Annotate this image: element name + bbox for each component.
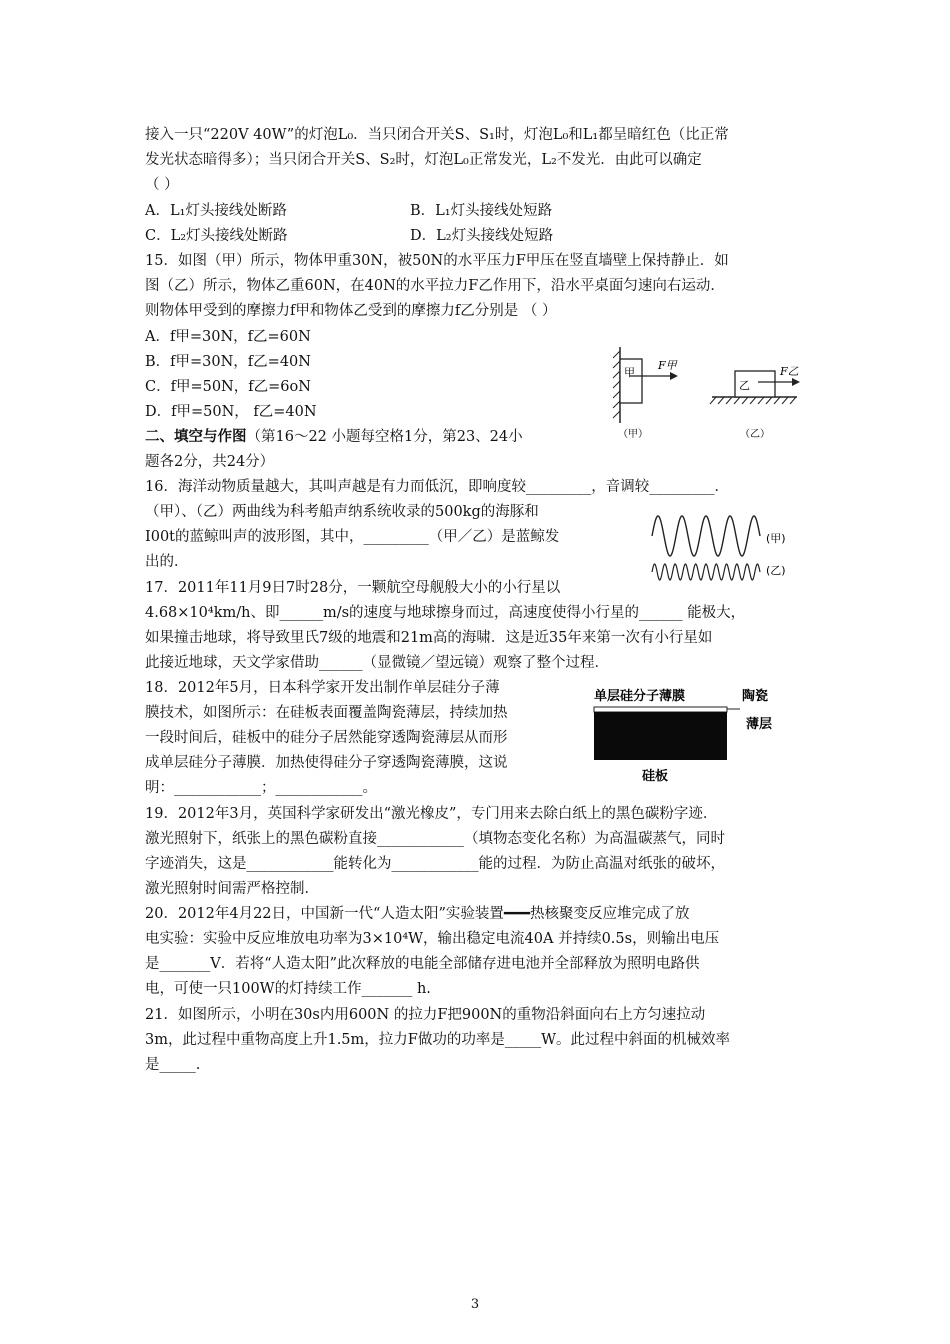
page-number: 3 (470, 1297, 480, 1312)
wave-yi-curve (652, 564, 760, 580)
q18-line-5: 明：____________；____________。 (145, 780, 377, 796)
wave-jia-label: (甲) (766, 532, 786, 545)
q18-line-1: 18．2012年5月，日本科学家开发出制作单层硅分子薄 (145, 680, 500, 696)
q19-line-1: 19．2012年3月，英国科学家研发出“激光橡皮”，专门用来去除白纸上的黑色碳粉字迹． (145, 806, 718, 822)
section-title: 二、填空与作图 (145, 428, 247, 445)
q19-line-2: 激光照射下，纸张上的黑色碳粉直接____________（填物态变化名称）为高温碳蒸气，同时 (145, 831, 725, 847)
section-note: （第16～22 小题每空格1分，第23、24小 (246, 429, 523, 445)
q15-option-a: A．f甲=30N，f乙=60N (145, 329, 311, 345)
force-yi-arrowhead (792, 378, 800, 386)
q15-option-b: B．f甲=30N，f乙=40N (145, 354, 311, 370)
q16-line-4: 出的． (145, 554, 189, 570)
wave-yi-label: (乙) (766, 564, 786, 577)
block-jia-label: 甲 (624, 366, 635, 379)
q21-line-3: 是_____. (145, 1057, 201, 1073)
q14-line-1: 接入一只“220V 40W”的灯泡L₀．当只闭合开关S、S₁时，灯泡L₀和L₁都呈暗红色（比正常 (145, 127, 729, 143)
friction-figure (600, 335, 805, 443)
waveform-figure (648, 500, 810, 588)
q21-line-2: 3m，此过程中重物高度上升1.5m，拉力F做功的功率是_____W。此过程中斜面的机械效率 (145, 1032, 730, 1048)
q14-option-c: C．L₂灯头接线处断路 (145, 228, 288, 244)
q14-option-d: D．L₂灯头接线处短路 (410, 228, 554, 244)
section-note-cont: 题各2分，共24分） (145, 454, 275, 470)
q20-line-3: 是_______V．若将“人造太阳”此次释放的电能全部储存进电池并全部释放为照明电路供 (145, 956, 700, 972)
q16-line-3: I00t的蓝鲸叫声的波形图，其中，_________（甲／乙）是蓝鲸发 (145, 529, 560, 545)
silicon-top-label: 单层硅分子薄膜 (594, 689, 686, 704)
q19-line-3: 字迹消失，这是____________能转化为____________能的过程．为防止高温对纸张的破坏， (145, 856, 725, 872)
caption-jia: （甲） (618, 429, 648, 440)
q14-option-b: B．L₁灯头接线处短路 (410, 203, 553, 219)
q18-line-3: 一段时间后，硅板中的硅分子居然能穿透陶瓷薄层从而形 (145, 730, 508, 746)
q20-line-4: 电，可使一只100W的灯持续工作_______ h. (145, 981, 431, 997)
q15-line-2: 图（乙）所示，物体乙重60N，在40N的水平拉力F乙作用下，沿水平桌面匀速向右运动． (145, 278, 725, 294)
q19-line-4: 激光照射时间需严格控制． (145, 881, 319, 897)
q14-option-a: A．L₁灯头接线处断路 (145, 203, 287, 219)
q17-line-3: 如果撞击地球，将导致里氏7级的地震和21m高的海啸．这是近35年来第一次有小行星如 (145, 630, 713, 646)
table-hatch (710, 397, 796, 404)
q18-line-4: 成单层硅分子薄膜．加热使得硅分子穿透陶瓷薄膜，这说 (145, 755, 508, 771)
caption-yi: （乙） (740, 429, 770, 440)
force-jia-arrowhead (670, 372, 678, 380)
wall-hatch (613, 351, 620, 418)
ceramic-layer (594, 707, 727, 712)
section-heading (145, 426, 523, 448)
q16-line-1: 16．海洋动物质量越大，其叫声越是有力而低沉，即响度较_________，音调较_________． (145, 479, 729, 495)
silicon-bottom-label: 硅板 (642, 769, 669, 784)
q14-line-2: 发光状态暗得多）；当只闭合开关S、S₂时，灯泡L₀正常发光，L₂不发光．由此可以确定 (145, 152, 702, 168)
silicon-figure (590, 680, 805, 786)
q20-line-1: 20．2012年4月22日，中国新一代“人造太阳”实验装置━━━热核聚变反应堆完成了放 (145, 906, 690, 922)
q17-line-1: 17．2011年11月9日7时28分，一颗航空母舰般大小的小行星以 (145, 580, 561, 596)
q17-line-2: 4.68×10⁴km/h、即______m/s的速度与地球擦身而过，高速度使得小行星的______ 能极大， (145, 605, 746, 621)
q15-line-3: 则物体甲受到的摩擦力f甲和物体乙受到的摩擦力f乙分别是 （ ） (145, 303, 557, 319)
q15-option-d: D．f甲=50N， f乙=40N (145, 404, 317, 420)
q17-line-4: 此接近地球，天文学家借助______（显微镜／望远镜）观察了整个过程． (145, 655, 609, 671)
q20-line-2: 电实验：实验中反应堆放电功率为3×10⁴W，输出稳定电流40A 并持续0.5s，则输出电压 (145, 931, 720, 947)
silicon-plate (594, 712, 727, 760)
force-yi-label: F乙 (780, 365, 799, 378)
q16-line-2: （甲）、（乙）两曲线为科考船声纳系统收录的500kg的海豚和 (145, 504, 539, 520)
force-jia-label: F甲 (658, 359, 677, 372)
wave-jia-curve (652, 516, 760, 556)
q14-bracket: （ ） (145, 177, 179, 193)
block-yi-label: 乙 (739, 379, 750, 392)
q15-option-c: C．f甲=50N，f乙=6oN (145, 379, 311, 395)
ceramic-label-2: 薄层 (746, 717, 773, 732)
ceramic-label-1: 陶瓷 (742, 689, 769, 704)
q18-line-2: 膜技术，如图所示：在硅板表面覆盖陶瓷薄层，持续加热 (145, 705, 508, 721)
q21-line-1: 21．如图所示，小明在30s内用600N 的拉力F把900N的重物沿斜面向右上方匀速拉动 (145, 1007, 706, 1023)
q15-line-1: 15．如图（甲）所示，物体甲重30N，被50N的水平压力F甲压在竖直墙壁上保持静止．如 (145, 253, 729, 269)
